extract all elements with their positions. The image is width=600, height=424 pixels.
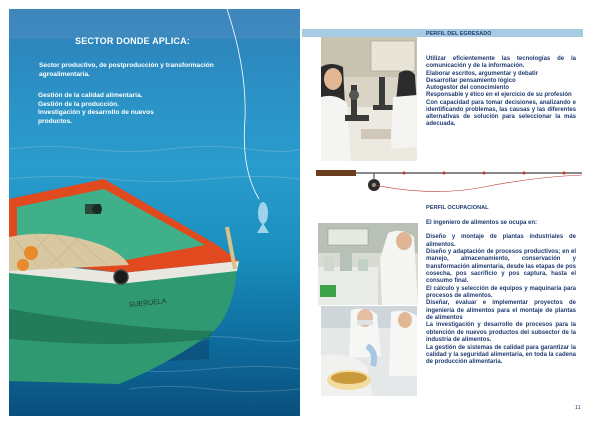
- ocupacional-item: Diseño y montaje de plantas industriales de alimentos.: [426, 234, 576, 248]
- ocupacional-item: La gestión de sistemas de calidad para garantizar la calidad y la seguridad alimentaria, en toda la cadena de producción alimentaria.: [426, 344, 576, 366]
- hull-porthole: [114, 270, 128, 284]
- sector-list: [38, 92, 188, 126]
- fish-icon: [257, 202, 269, 233]
- scientist-photo: [321, 306, 417, 396]
- perfil-item: Autogestor del conocimiento: [426, 85, 510, 91]
- fishing-rod-divider: [314, 163, 584, 199]
- ocupacional-intro: El ingeniero de alimentos se ocupa en:: [426, 220, 538, 226]
- perfil-egresado-title: PERFIL DEL EGRESADO: [426, 31, 492, 37]
- lab-technician-photo: [318, 223, 418, 305]
- page-number: 11: [575, 405, 581, 411]
- perfil-item: Responsable y ético en el ejercicio de su profesión: [426, 92, 572, 99]
- perfil-ocupacional-list: [426, 220, 576, 367]
- sector-item: Investigación y desarrollo de nuevos productos.: [38, 109, 154, 125]
- ocupacional-item: Diseño y adaptación de procesos productivos; en el manejo, almacenamiento, conservación y transformación alimentaria, desde las etapas de pos cosecha, pos sacrificio y pos captura, hasta el consumo final.: [426, 249, 576, 285]
- sector-item: Gestión de la producción.: [38, 100, 119, 108]
- ocupacional-item: El cálculo y selección de equipos y maquinaria para procesos de alimentos.: [426, 285, 576, 300]
- lab-microscope-photo: [321, 37, 417, 161]
- perfil-item: Elaborar escritos, argumentar y debatir: [426, 70, 539, 77]
- perfil-item: Con capacidad para tomar decisiones, analizando e identificando problemas, las causas y las diferentes alternativas de solución para seleccionar la más adecuada.: [426, 99, 576, 128]
- boat-name: SUERUELA: [128, 298, 167, 309]
- right-page: [300, 9, 591, 416]
- sector-intro: Sector productivo, de postproducción y transformación agroalimentaria.: [39, 62, 214, 78]
- perfil-item: Utilizar eficientemente las tecnologías de la comunicación y de la información.: [426, 56, 576, 70]
- perfil-item: Desarrollar pensamiento lógico: [426, 77, 516, 84]
- perfil-ocupacional-title: PERFIL OCUPACIONAL: [426, 205, 489, 211]
- ocupacional-item: Diseñar, evaluar e implementar proyectos de ingeniería de alimentos para el montaje de plantas de alimentos: [426, 300, 576, 322]
- sector-title: SECTOR DONDE APLICA:: [75, 36, 191, 46]
- sector-item: Gestión de la calidad alimentaria.: [38, 92, 143, 99]
- ocupacional-item: La investigación y desarrollo de procesos para la obtención de nuevos productos del subsector de la industria de alimentos.: [426, 322, 576, 344]
- perfil-egresado-list: [426, 56, 576, 129]
- left-page-sea-photo: [9, 9, 300, 416]
